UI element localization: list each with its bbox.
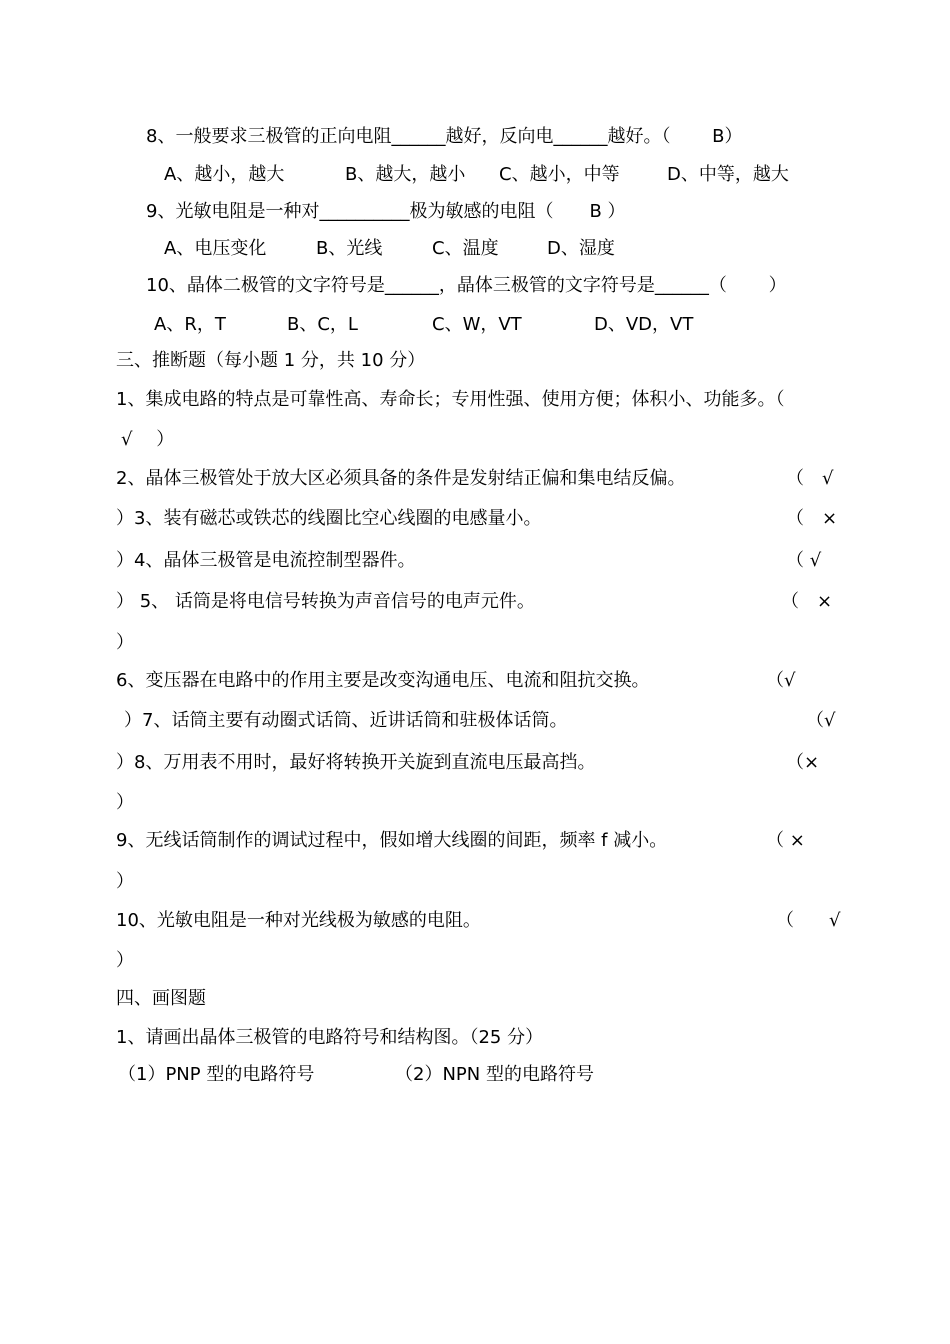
s3-line: 9、无线话筒制作的调试过程中，假如增大线圈的间距，频率 f 减小。 (116, 830, 668, 851)
s3-mark: √ (829, 910, 841, 931)
q8-stem: 8、一般要求三极管的正向电阻______越好，反向电______越好。（ B） (146, 126, 743, 147)
s3-line: 2、晶体三极管处于放大区必须具备的条件是发射结正偏和集电结反偏。 (116, 468, 686, 489)
s3-line: ）3、装有磁芯或铁芯的线圈比空心线圈的电感量小。 (116, 508, 542, 529)
s3-line: ） (116, 632, 134, 653)
s3-mark: （× (786, 752, 820, 773)
s3-mark: （ × (766, 830, 805, 851)
npn-symbol-label: （2）NPN 型的电路符号 (395, 1064, 594, 1085)
q9-option-c: C、温度 (432, 238, 499, 259)
q10-option-b: B、C，L (287, 314, 358, 335)
q8-option-b: B、越大，越小 (345, 164, 466, 185)
q9-option-d: D、湿度 (547, 238, 615, 259)
s3-line: ） (116, 950, 134, 971)
s3-mark: （ √ (786, 550, 822, 571)
s3-line: ）4、晶体三极管是电流控制型器件。 (116, 550, 416, 571)
q9-option-a: A、电压变化 (164, 238, 267, 259)
q10-stem: 10、晶体二极管的文字符号是______，晶体三极管的文字符号是______（ ） (146, 275, 787, 296)
section4-title: 四、画图题 (116, 988, 206, 1009)
s3-mark: （ (776, 910, 794, 931)
s3-line: ）7、话筒主要有动圈式话筒、近讲话筒和驻极体话筒。 (124, 710, 568, 731)
q10-option-a: A、R，T (154, 314, 226, 335)
s3-line: ）8、万用表不用时，最好将转换开关旋到直流电压最高挡。 (116, 752, 596, 773)
s3-mark: （√ (806, 710, 836, 731)
s3-line: 6、变压器在电路中的作用主要是改变沟通电压、电流和阻抗交换。 (116, 670, 650, 691)
q8-option-d: D、中等，越大 (667, 164, 789, 185)
q10-option-c: C、W，VT (432, 314, 522, 335)
s3-line: ） (116, 871, 134, 892)
q8-option-a: A、越小，越大 (164, 164, 285, 185)
s3-line: ） (116, 792, 134, 813)
q8-option-c: C、越小，中等 (499, 164, 620, 185)
s3-mark: （ × (781, 591, 833, 612)
s3-line: ） 5、 话筒是将电信号转换为声音信号的电声元件。 (116, 591, 535, 612)
section3-title: 三、推断题（每小题 1 分，共 10 分） (116, 350, 426, 371)
s3-mark: （ × (786, 508, 838, 529)
q10-option-d: D、VD，VT (594, 314, 694, 335)
section4-question-1: 1、请画出晶体三极管的电路符号和结构图。（25 分） (116, 1027, 544, 1048)
pnp-symbol-label: （1）PNP 型的电路符号 (118, 1064, 315, 1085)
s3-line: √ ） (121, 429, 175, 450)
q9-stem: 9、光敏电阻是一种对__________极为敏感的电阻（ B ） (146, 201, 626, 222)
s3-line: 10、光敏电阻是一种对光线极为敏感的电阻。 (116, 910, 481, 931)
s3-mark: （√ (766, 670, 796, 691)
q9-option-b: B、光线 (316, 238, 383, 259)
s3-mark: （ √ (786, 468, 834, 489)
s3-line: 1、集成电路的特点是可靠性高、寿命长；专用性强、使用方便；体积小、功能多。（ (116, 389, 785, 410)
